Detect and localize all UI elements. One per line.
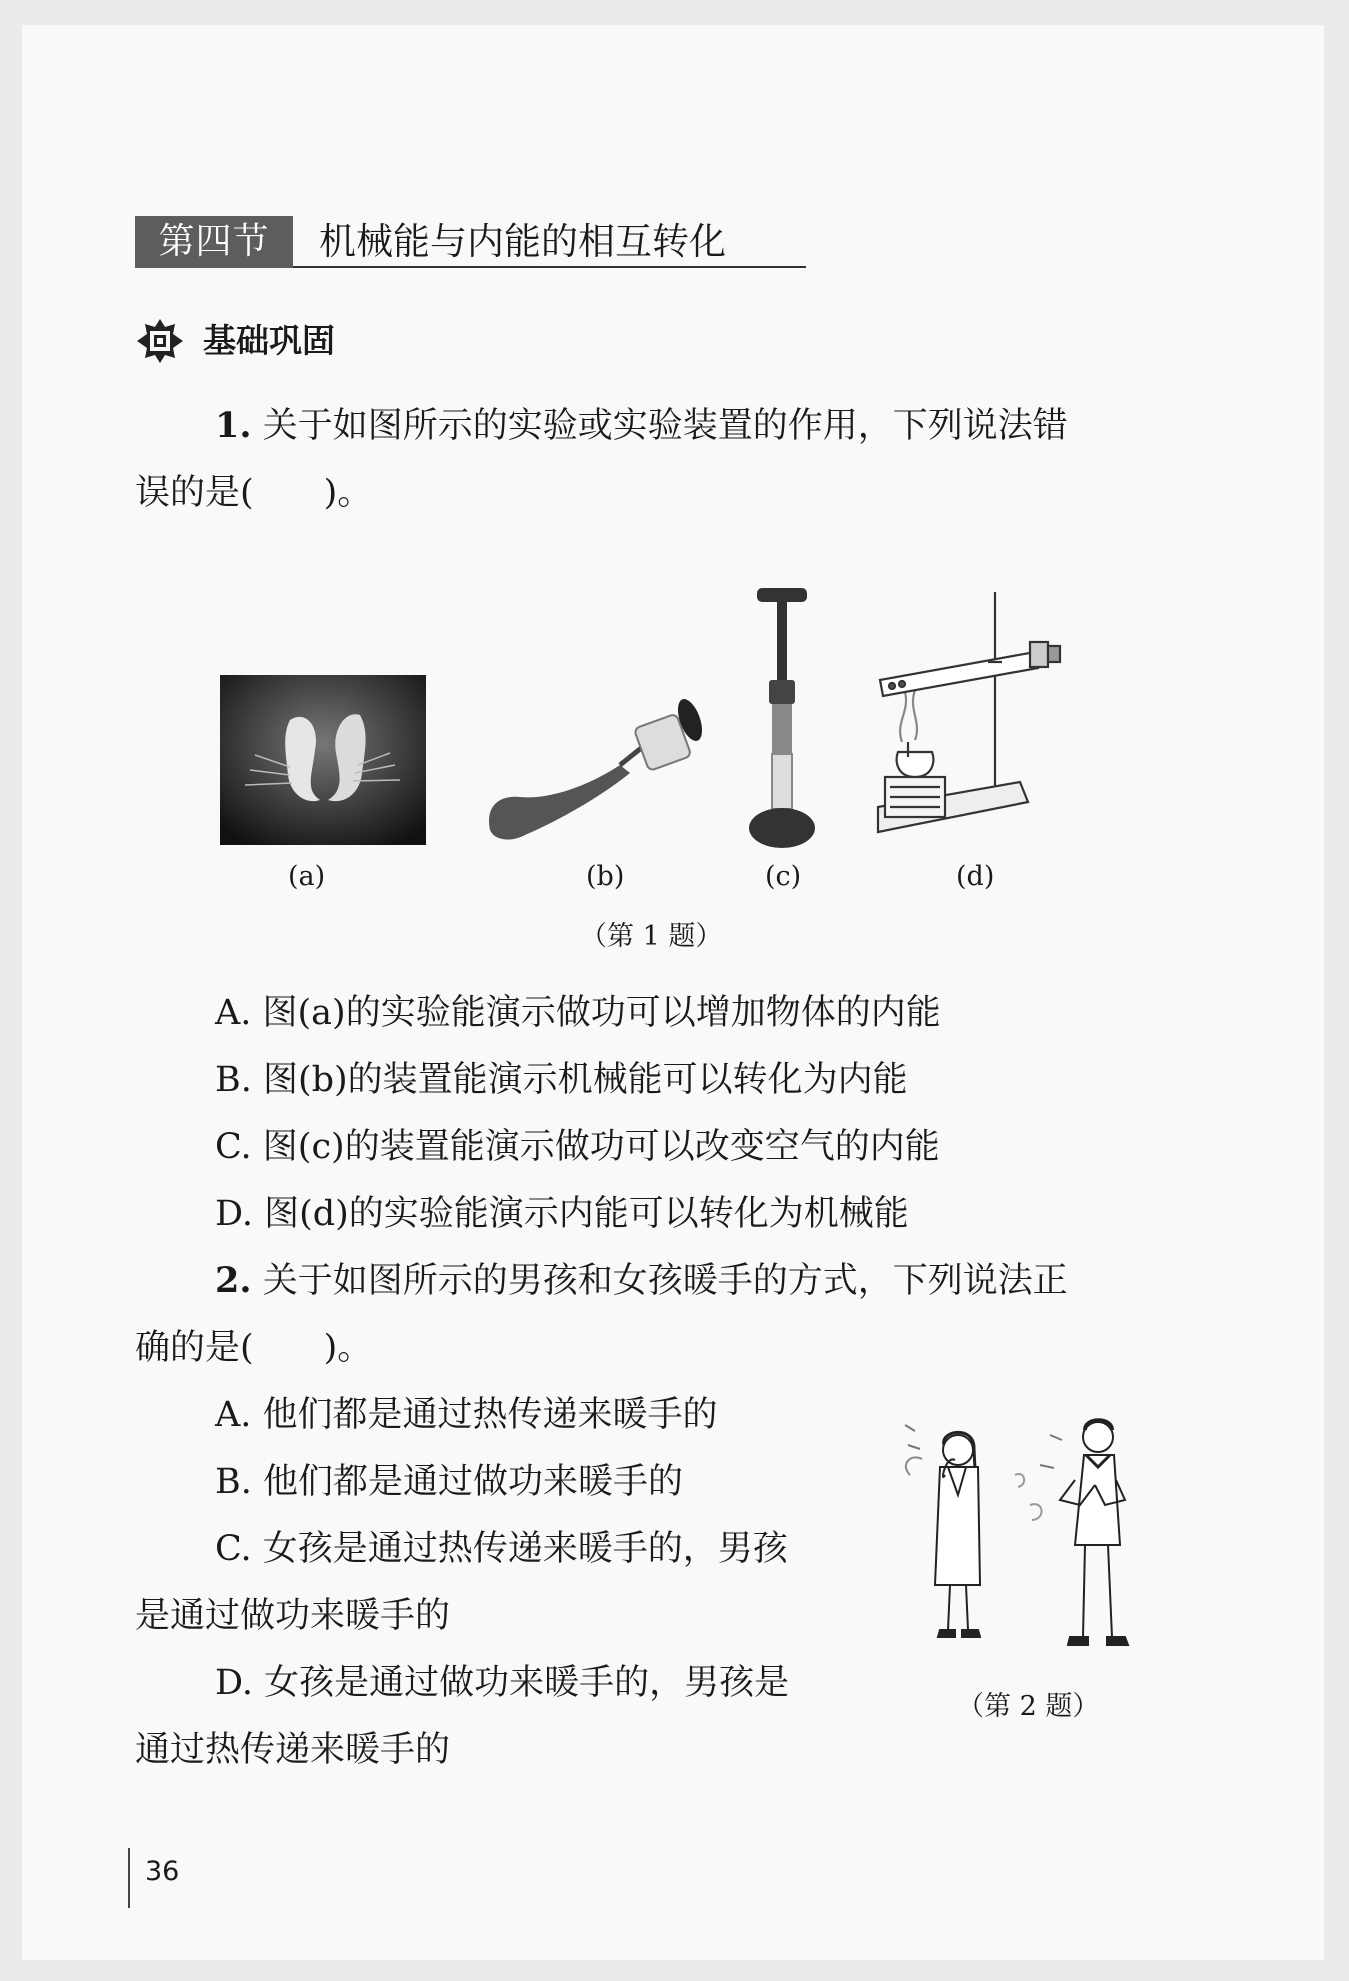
q1-stem-line1	[215, 403, 1068, 449]
q1-figure-caption: （第 1 题）	[580, 921, 723, 952]
section-underline	[293, 266, 806, 268]
q1-option-a: A. 图(a)的实验能演示做功可以增加物体的内能	[215, 993, 941, 1033]
subsection-title: 基础巩固	[203, 321, 335, 360]
q2-option-d-line1: D. 女孩是通过做功来暖手的，男孩是	[215, 1663, 790, 1703]
figure-2-illustration	[900, 1405, 1160, 1660]
q2-option-b: B. 他们都是通过做功来暖手的	[215, 1462, 683, 1502]
figure-a-label: (a)	[288, 861, 326, 892]
q2-option-a: A. 他们都是通过热传递来暖手的	[215, 1395, 718, 1435]
q1-option-b: B. 图(b)的装置能演示机械能可以转化为内能	[215, 1060, 908, 1100]
q2-stem-text: 关于如图所示的男孩和女孩暖手的方式，下列说法正	[262, 1261, 1068, 1301]
q2-figure-caption: （第 2 题）	[957, 1691, 1100, 1722]
figure-d-label: (d)	[956, 861, 995, 892]
q1-number: 1.	[215, 405, 252, 446]
section-number: 第四节	[135, 216, 293, 268]
figure-a-hands-photo	[220, 675, 426, 845]
q2-option-c-line2: 是通过做功来暖手的	[135, 1596, 451, 1636]
q1-stem-text: 关于如图所示的实验或实验装置的作用，下列说法错	[262, 406, 1068, 446]
figure-c-label: (c)	[765, 861, 802, 892]
q2-stem-line2: 确的是( )。	[135, 1328, 373, 1368]
q1-option-d: D. 图(d)的实验能演示内能可以转化为机械能	[215, 1194, 909, 1234]
figure-d-apparatus	[870, 592, 1075, 855]
page-number: 36	[145, 1856, 180, 1887]
q1-option-c: C. 图(c)的装置能演示做功可以改变空气的内能	[215, 1127, 940, 1167]
q1-stem-line2: 误的是( )。	[135, 473, 373, 513]
section-title: 机械能与内能的相互转化	[319, 220, 726, 263]
figure-b-label: (b)	[586, 861, 625, 892]
q2-option-c-line1: C. 女孩是通过热传递来暖手的，男孩	[215, 1529, 788, 1569]
q2-stem-line1	[215, 1258, 1068, 1304]
page-number-rule	[128, 1848, 130, 1908]
figure-c-apparatus	[745, 588, 820, 858]
q2-number: 2.	[215, 1260, 252, 1301]
figure-b-apparatus	[480, 685, 710, 850]
ornament-icon	[135, 318, 185, 364]
q2-option-d-line2: 通过热传递来暖手的	[135, 1730, 451, 1770]
